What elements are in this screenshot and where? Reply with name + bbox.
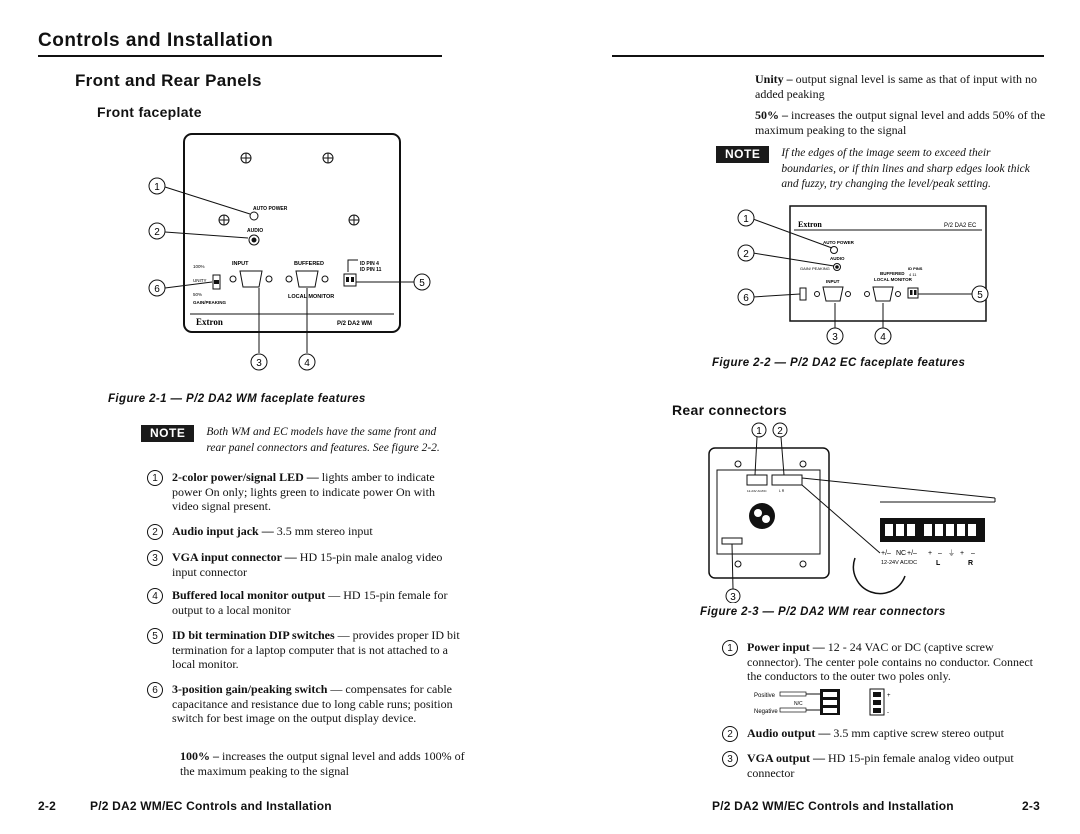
item-text: HD 15-pin male analog video input connector [172,550,443,579]
right-item-2 [722,726,1042,742]
item-text: 12 - 24 VAC or DC (captive screw connector). The center pole contains no conductor. Connect the conductors to the outer two poles only. [747,640,1034,683]
item-number: 5 [147,628,163,644]
zoom-l: L [936,560,941,567]
title-rule-left [38,55,442,57]
svg-text:3: 3 [730,592,736,603]
item-text: lights amber to indicate power On only; lights green to indicate power On with video signal present. [172,470,435,513]
svg-text:+: + [887,693,891,699]
svg-text:5: 5 [419,278,425,289]
item-number: 3 [147,550,163,566]
ec-gain-switch [800,288,806,300]
list-item [147,628,464,672]
positive-label: Positive [754,693,776,699]
footer-left-title: P/2 DA2 WM/EC Controls and Installation [90,799,332,813]
svg-text:2: 2 [154,227,160,238]
zoom-terminal-slots [885,524,976,536]
ec-model-label: P/2 DA2 EC [944,223,977,229]
item-text: 3.5 mm stereo input [273,524,373,538]
zoom-gnd: ⏚ [948,550,955,557]
gain-100-description [180,749,470,778]
id-pin11-label: ID PIN 11 [360,267,382,273]
gain-unity-label: UNITY [193,278,207,283]
unity-text: output signal level is same as that of input with no added peaking [755,72,1037,101]
gain-50-label: 50% [193,292,203,297]
section-title: Front and Rear Panels [75,71,262,90]
item-text: HD 15-pin female analog video output connector [747,751,1014,780]
list-item [147,682,464,726]
buffered-label: BUFFERED [294,261,324,267]
svg-text:5: 5 [977,290,983,301]
svg-text:2: 2 [743,249,749,260]
ec-brand-logo: Extron [798,220,822,229]
ec-faceplate-figure [734,200,1034,350]
rear-audio-terminal [772,475,802,485]
local-monitor-label: LOCAL MONITOR [288,294,335,300]
item-number: 6 [147,682,163,698]
title-rule-right [612,55,1044,57]
item-number: 1 [147,470,163,486]
note-text: If the edges of the image seem to exceed their boundaries, or if thin lines and sharp edges look thick and fuzzy, try changing the level/peak setting. [781,147,1030,190]
ec-buffered-label: BUFFERED [880,271,905,276]
zoom-minus-l: – [938,550,942,557]
ec-input-label: INPUT [826,279,840,284]
nc-label: N/C [794,701,803,707]
svg-text:6: 6 [154,284,160,295]
list-item [147,550,464,579]
svg-text:1: 1 [154,182,160,193]
rear-connectors-title: Rear connectors [672,402,787,418]
ec-id-pins-nums: 4 11 [909,272,917,277]
item-bold: ID bit termination DIP switches [172,628,335,642]
auto-power-label: AUTO POWER [253,206,288,212]
rear-small-lr: L R [779,489,785,493]
zoom-minus-r: – [971,550,975,557]
footer-right-page-number: 2-3 [1022,799,1040,813]
footer-left-page-number: 2-2 [38,799,56,813]
list-item [147,588,464,617]
item-number: 4 [147,588,163,604]
note-badge: NOTE [141,425,194,442]
svg-text:3: 3 [832,332,838,343]
unity-description [755,72,1047,101]
ec-auto-power-label: AUTO POWER [823,240,854,245]
page-title: Controls and Installation [38,30,274,51]
zoom-volts: 12-24V AC/DC [881,560,918,566]
svg-text:3: 3 [256,358,262,369]
item-text: — compensates for cable capacitance and resistance due to long cable runs; position switch for best image on the output display device. [172,682,453,725]
item-number: 1 [722,640,738,656]
item-bold: Buffered local monitor output [172,588,326,602]
left-note [141,425,471,456]
item-bold: 3-position gain/peaking switch [172,682,328,696]
svg-text:1: 1 [743,214,749,225]
zoom-nc: NC [896,550,907,557]
ec-id-pins-label: ID PINS [908,266,923,271]
svg-text:4: 4 [880,332,886,343]
rear-small-volts: 12-24V AC/DC [747,489,767,493]
power-wiring-diagram [752,686,912,718]
svg-text:-: - [887,710,889,716]
figure-1-caption: Figure 2-1 — P/2 DA2 WM faceplate features [108,393,366,405]
id-pin4-label: ID PIN 4 [360,261,379,267]
item-bold: VGA output — [747,751,826,765]
list-item [147,470,464,514]
rear-vga-port [722,538,742,544]
p50-text: increases the output signal level and adds 50% of the maximum peaking to the signal [755,108,1046,137]
gain-100-bold: 100% – [180,749,219,763]
item-number: 3 [722,751,738,767]
item-bold: 2-color power/signal LED — [172,470,319,484]
item-bold: Audio output — [747,726,831,740]
ec-gain-label: GAIN/ PEAKING [800,266,830,271]
p50-description [755,108,1047,137]
zoom-minus-plus: +/– [881,550,891,557]
gain-peaking-label: GAIN/PEAKING [193,300,227,305]
rear-speaker [749,503,775,529]
list-item [147,524,464,540]
unity-bold: Unity – [755,72,793,86]
item-text: 3.5 mm captive screw stereo output [830,726,1004,740]
subsection-title: Front faceplate [97,104,202,120]
note-badge: NOTE [716,146,769,163]
zoom-plus-l: + [928,550,933,557]
item-bold: Power input — [747,640,825,654]
item-text: — HD 15-pin female for output to a local monitor [172,588,448,617]
footer-right-title: P/2 DA2 WM/EC Controls and Installation [712,799,954,813]
zoom-minus-plus-2: +/– [907,550,917,557]
svg-text:6: 6 [743,293,749,304]
brand-logo: Extron [196,317,223,327]
gain-100-text: increases the output signal level and adds 100% of the maximum peaking to the signal [180,749,465,778]
figure-2-caption: Figure 2-2 — P/2 DA2 EC faceplate features [712,357,966,369]
rear-power-terminal [747,475,767,485]
item-number: 2 [722,726,738,742]
svg-text:4: 4 [304,358,310,369]
dip-switch [344,274,356,286]
negative-label: Negative [754,709,778,715]
ec-local-monitor-label: LOCAL MONITOR [874,277,912,282]
input-label: INPUT [232,261,249,267]
gain-100-label: 100% [193,264,205,269]
wm-faceplate-figure [140,128,440,378]
figure-3-caption: Figure 2-3 — P/2 DA2 WM rear connectors [700,606,946,618]
item-number: 2 [147,524,163,540]
note-text: Both WM and EC models have the same front and rear panel connectors and features. See figure 2-2. [206,426,440,454]
item-text: — provides proper ID bit termination for a laptop computer that is not attached to a local monitor. [172,628,460,671]
right-item-3 [722,751,1042,780]
right-note [716,146,1046,193]
ec-audio-label: AUDIO [830,256,845,261]
svg-text:2: 2 [777,426,783,437]
model-label: P/2 DA2 WM [337,321,373,327]
right-item-1 [722,640,1042,684]
zoom-r: R [968,560,974,567]
svg-text:1: 1 [756,426,762,437]
zoom-plus-r: + [960,550,965,557]
item-bold: Audio input jack — [172,524,274,538]
rear-connectors-figure [700,418,1020,603]
audio-label: AUDIO [247,228,264,234]
p50-bold: 50% – [755,108,788,122]
item-bold: VGA input connector — [172,550,297,564]
